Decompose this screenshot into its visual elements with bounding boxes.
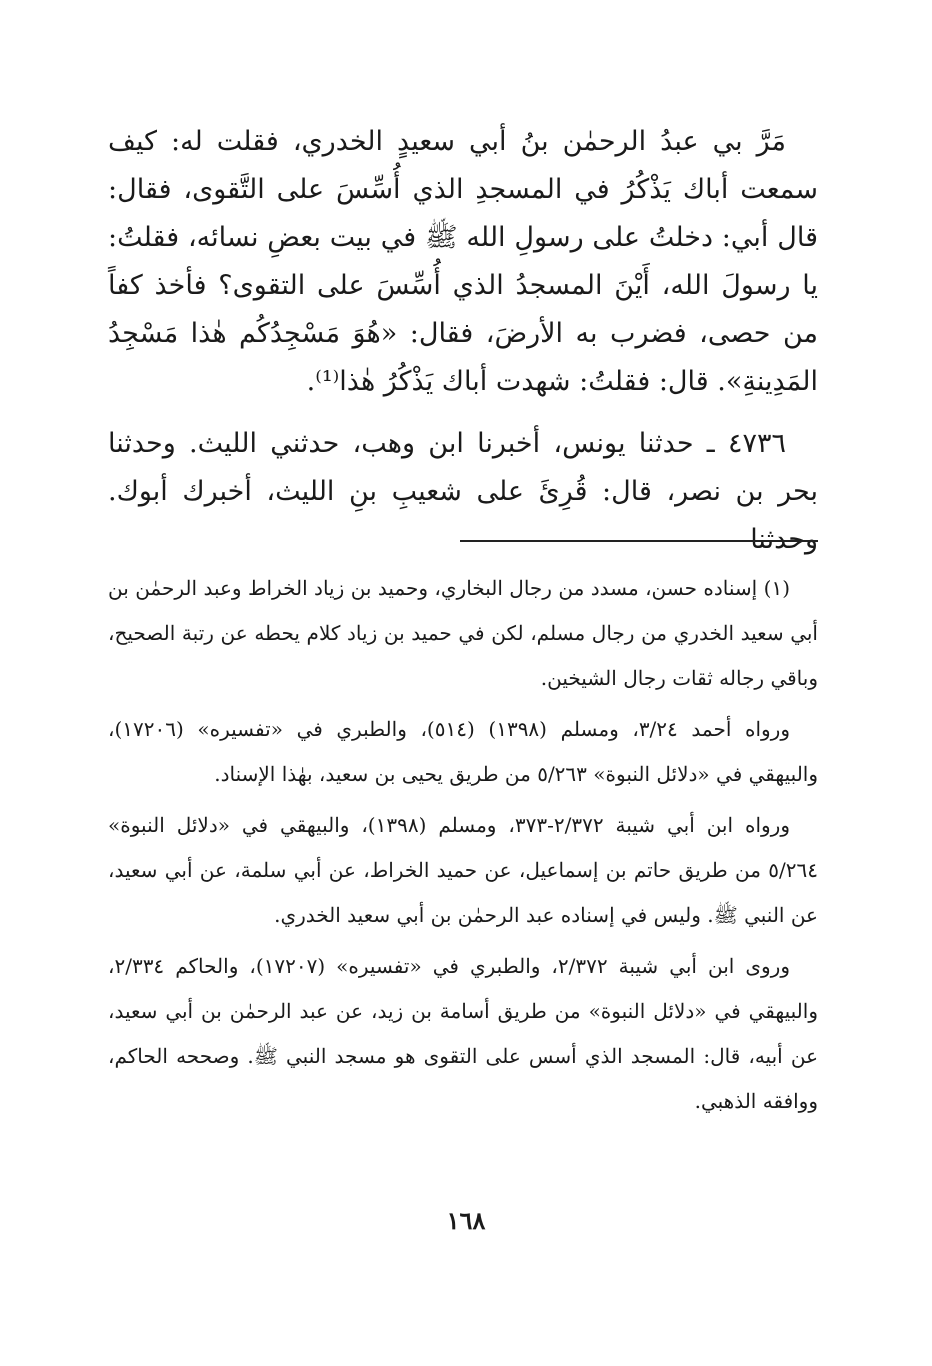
footnote-paragraph: ورواه ابن أبي شيبة ٢/٣٧٢-٣٧٣، ومسلم (١٣٩٨)، والبيهقي في «دلائل النبوة» ٥/٢٦٤ من طريق حاتم بن إسماعيل، عن حميد الخراط، عن أبي سلمة، عن أبي سعيد، عن النبي ﷺ. وليس في إسناده عبد الرحمٰن بن أبي سعيد الخدري. (108, 813, 818, 927)
footnote-1: (١) إسناده حسن، مسدد من رجال البخاري، وحميد بن زياد الخراط وعبد الرحمٰن بن أبي سعيد الخدري من رجال مسلم، لكن في حميد بن زياد كلام يحطه عن رتبة الصحيح، وباقي رجاله ثقات رجال الشيخين. (108, 576, 818, 690)
hadith-chain-paragraph: ٤٧٣٦ ـ حدثنا يونس، أخبرنا ابن وهب، حدثني الليث. وحدثنا بحر بن نصر، قال: قُرِئَ على شعيبِ بنِ الليث، أخبرك أبوك. وحدثنا (108, 428, 818, 555)
footnote-paragraph: وروى ابن أبي شيبة ٢/٣٧٢، والطبري في «تفسيره» (١٧٢٠٧)، والحاكم ٢/٣٣٤، والبيهقي في «دلائل النبوة» من طريق أسامة بن زيد، عن عبد الرحمٰن بن أبي سعيد، عن أبيه، قال: المسجد الذي أسس على التقوى هو مسجد النبي ﷺ. وصححه الحاكم، ووافقه الذهبي. (108, 954, 819, 1113)
footnote-separator (460, 540, 818, 542)
footnotes (108, 566, 818, 1130)
footnote-paragraph: ورواه أحمد ٣/٢٤، ومسلم (١٣٩٨) (٥١٤)، والطبري في «تفسيره» (١٧٢٠٦)، والبيهقي في «دلائل النبوة» ٥/٢٦٣ من طريق يحيى بن سعيد، بهٰذا الإسناد. (108, 717, 818, 786)
main-text (108, 118, 818, 564)
hadith-paragraph: مَرَّ بي عبدُ الرحمٰن بنُ أبي سعيدٍ الخدري، فقلت له: كيف سمعت أباك يَذْكُرُ في المسجدِ الذي أُسِّسَ على التَّقوى، فقال: قال أبي: دخلتُ على رسولِ الله ﷺ في بيت بعضِ نسائه، فقلتُ: يا رسولَ الله، أَيْنَ المسجدُ الذي أُسِّسَ على التقوى؟ فأخذ كفاً من حصى، فضرب به الأرضَ، فقال: «هُوَ مَسْجِدُكُم هٰذا مَسْجِدُ المَدِينةِ». قال: فقلتُ: شهدت أباك يَذْكُرُ هٰذا⁽¹⁾. (108, 126, 818, 397)
page-number: ١٦٨ (446, 1206, 486, 1235)
